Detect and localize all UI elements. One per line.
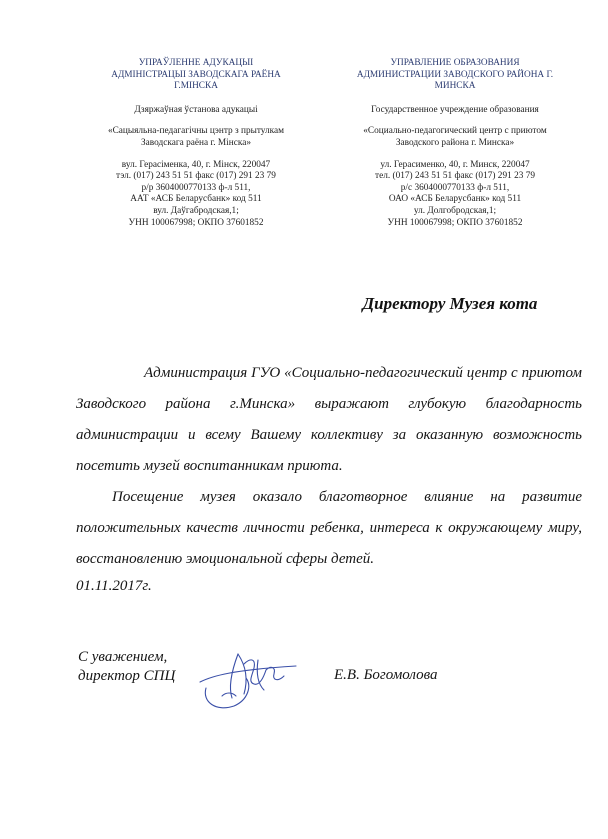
institution-name-line2: Заводскага раёна г. Мінска» bbox=[141, 137, 251, 148]
phone: тэл. (017) 243 51 51 факс (017) 291 23 79 bbox=[116, 171, 276, 182]
bank: ОАО «АСБ Беларусбанк» код 511 bbox=[388, 194, 522, 205]
account: р/р 3604000770133 ф-л 511, bbox=[141, 182, 251, 193]
institution-name-line1: «Сацыяльна-педагагічны цэнтр з прытулкам bbox=[107, 126, 285, 137]
signature-icon bbox=[192, 636, 302, 716]
org-title-line2: АДМИНИСТРАЦИИ ЗАВОДСКОГО РАЙОНА Г. bbox=[356, 69, 554, 80]
closing-line1: С уважением, bbox=[78, 649, 168, 665]
bank-address: ул. Долгобродская,1; bbox=[413, 205, 497, 216]
closing-line2: директор СПЦ bbox=[78, 668, 176, 684]
address: вул. Герасіменка, 40, г. Мінск, 220047 bbox=[121, 159, 271, 170]
phone: тел. (017) 243 51 51 факс (017) 291 23 79 bbox=[375, 171, 535, 182]
addressee: Директору Музея кота bbox=[362, 294, 538, 313]
letter-body bbox=[76, 358, 582, 575]
account: р/с 3604000770133 ф-л 511, bbox=[400, 182, 510, 193]
org-title-line2: АДМІНІСТРАЦЫІ ЗАВОДСКАГА РАЁНА bbox=[111, 69, 281, 80]
org-title-line3: МИНСКА bbox=[434, 81, 476, 92]
letter-date: 01.11.2017г. bbox=[76, 578, 152, 594]
signer-name: Е.В. Богомолова bbox=[334, 667, 438, 683]
institution-type: Дзяржаўная ўстанова адукацыі bbox=[134, 104, 258, 115]
paragraph-2: Посещение музея оказало благотворное влияние на развитие положительных качеств личности ребенка, интереса к окружающему миру, восстановлению эмоциональной сферы детей. bbox=[76, 489, 582, 567]
header-belarusian bbox=[78, 58, 314, 229]
ids: УНН 100067998; ОКПО 37601852 bbox=[387, 217, 523, 228]
institution-type: Государственное учреждение образования bbox=[371, 104, 539, 115]
paragraph-1: Администрация ГУО «Социально-педагогический центр с приютом Заводского района г.Минска» выражают глубокую благодарность администрации и всему Вашему коллективу за оказанную возможность посетить музей воспитанникам приюта. bbox=[76, 365, 582, 474]
institution-name-line2: Заводского района г. Минска» bbox=[395, 137, 515, 148]
address: ул. Герасименко, 40, г. Минск, 220047 bbox=[380, 159, 530, 170]
closing-block bbox=[78, 648, 175, 686]
institution-name-line1: «Социально-педагогический центр с приютом bbox=[363, 126, 547, 137]
ids: УНН 100067998; ОКПО 37601852 bbox=[128, 217, 264, 228]
org-title-line1: УПРАВЛЕНИЕ ОБРАЗОВАНИЯ bbox=[390, 58, 520, 68]
org-title-line1: УПРАЎЛЕННЕ АДУКАЦЫІ bbox=[138, 58, 254, 68]
header-russian bbox=[340, 58, 570, 229]
org-title-line3: Г.МІНСКА bbox=[174, 81, 218, 92]
bank-address: вул. Даўгабродская,1; bbox=[153, 205, 239, 216]
bank: ААТ «АСБ Беларусбанк» код 511 bbox=[130, 194, 262, 205]
